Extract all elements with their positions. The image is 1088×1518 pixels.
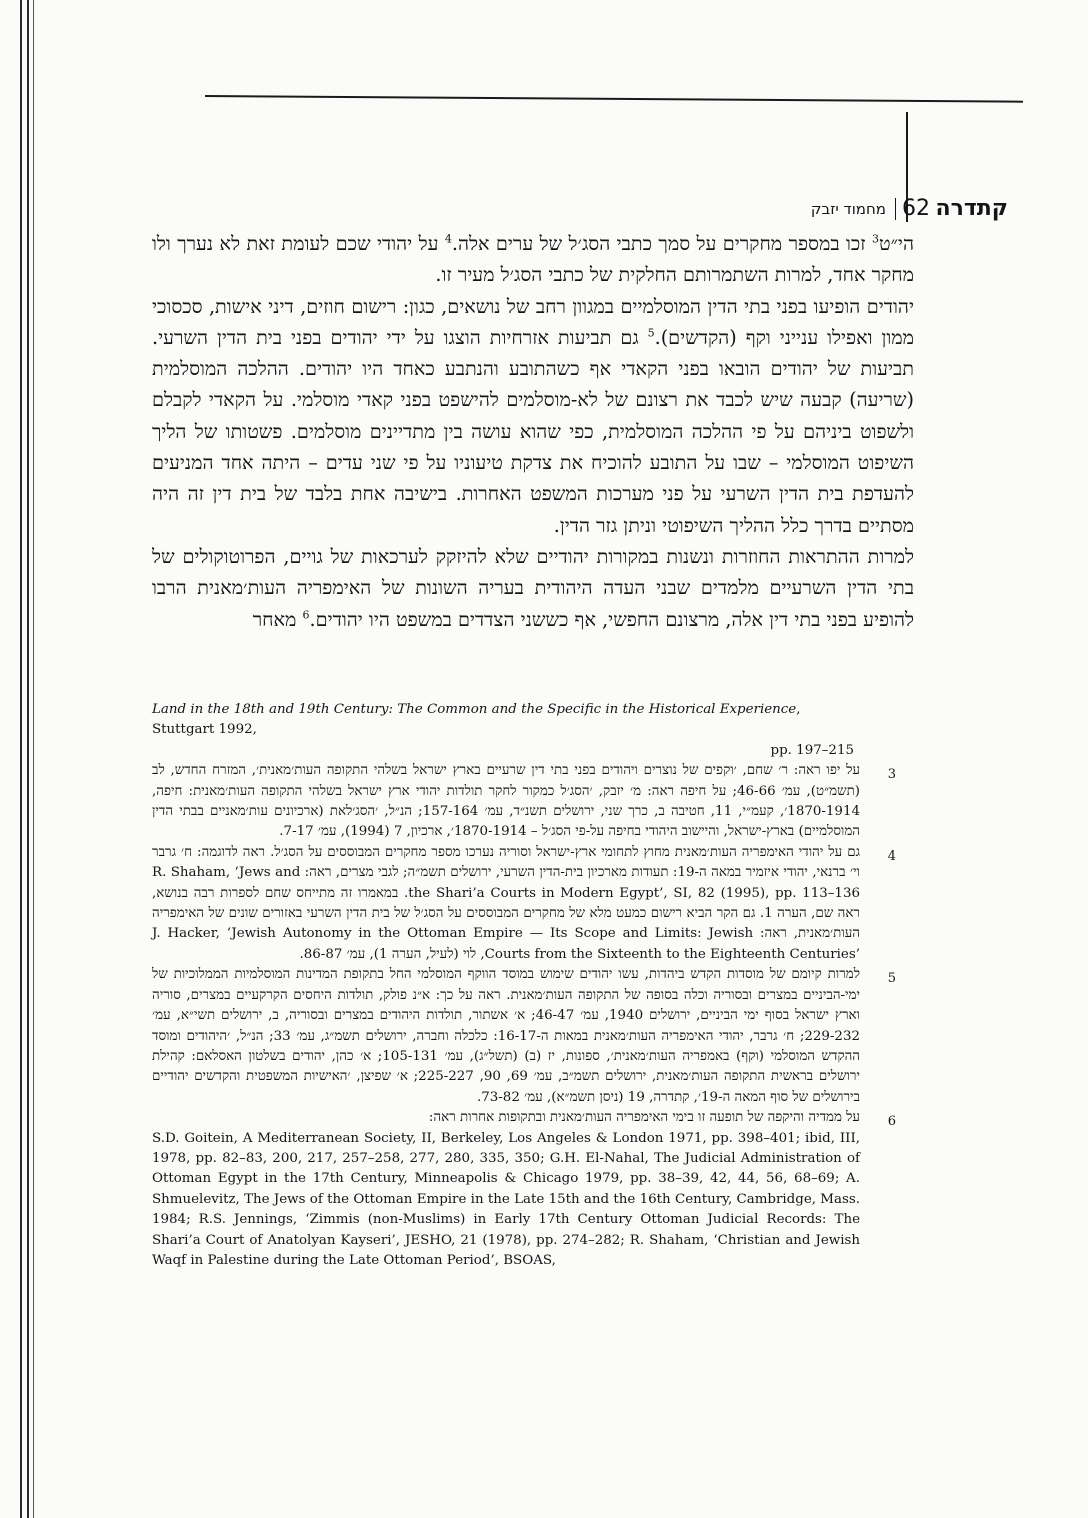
header-separator [895, 198, 897, 220]
footnote-number: 5 [887, 971, 896, 987]
footnotes [152, 700, 896, 1271]
header-rule [205, 95, 1023, 103]
footnote-ref[interactable]: 6 [302, 608, 310, 622]
footnote-continuation: Land in the 18th and 19th Century: The Common and the Specific in the Historical Experience, Stuttgart 1992, pp. 197–215 [152, 702, 854, 758]
scan-edge-line [27, 0, 29, 1518]
footnote-number: 6 [887, 1114, 896, 1130]
page-number: 62 [902, 196, 930, 221]
body-paragraph: הי״ט$^3$ זכו במספר מחקרים על סמך כתבי הסג׳ל של ערים אלה.$^4$ על יהודי שכם לעומת זאת לא נערך ולו מחקר אחד, למרות השתמרותם החלקית של כתבי הסג׳ל מעיר זו. [152, 232, 914, 287]
running-header [700, 196, 1008, 226]
main-text [152, 228, 914, 635]
footnote-ref[interactable]: 4 [444, 232, 452, 246]
journal-name: קתדרה [935, 196, 1008, 221]
footnote-number: 4 [887, 848, 896, 864]
footnote-3: 3 על יפו ראה: ר׳ שחם, ׳וקפים של נוצרים ויהודים בפני בתי דין שרעיים בארץ ישראל בשלהי התקופה העות׳מאנית׳, המזרח החדש, לב (תשמ״ט), עמ׳ 46-66; על חיפה ראה: מ׳ יזבק, ׳הסג׳ל כמקור לחקר תולדות יהודי ארץ ישראל בשלהי התקופה העות׳מאנית: חיפה, 1870-1914׳, קעמ״י, 11, חטיבה ב, כרך שני, ירושלים תשנ״ד, עמ׳ 157-164; הנ״ל, ׳הסג׳לאת (ארכיונים עות׳מאניים בבתי הדין המוסלמיים) בארץ-ישראל, והיישוב היהודי בחיפה על-פי הסג׳ל – 1870-1914׳, ארכיון, 7 (1994), עמ׳ 7-17. [152, 763, 896, 840]
scan-edge-line [20, 0, 22, 1518]
footnote-ref[interactable]: 3 [872, 232, 880, 246]
footnote-6: 6 על ממדיה והיקפה של תופעה זו בימי האימפריה העות׳מאנית ובתקופות אחרות ראה: S.D. Goitein, A Mediterranean Society, II, Berkeley, Los Angeles & London 1971, pp. 398–401; ibid, III, 1978, pp. 82–83, 200, 217, 257–258, 277, 280, 335, 350; G.H. El-Nahal, The Judicial Administration of Ottoman Egypt in the 17th Century, Minneapolis & Chicago 1979, pp. 38–39, 42, 44, 56, 68–69; A. Shmuelevitz, The Jews of the Ottoman Empire in the Late 15th and the 16th Century, Cambridge, Mass. 1984; R.S. Jennings, ‘Zimmis (non-Muslims) in Early 17th Century Ottoman Judicial Records: The Shari’a Court of Anatolyan Kayseri’, JESHO, 21 (1978), pp. 274–282; R. Shaham, ‘Christian and Jewish Waqf in Palestine during the Late Ottoman Period’, BSOAS, [152, 1110, 896, 1268]
body-paragraph: יהודים הופיעו בפני בתי הדין המוסלמיים במגוון רחב של נושאים, כגון: רישום חוזים, דיני אישות, סכסוכי ממון ואפילו ענייני וקף (הקדשים).$^5$ גם תביעות אזרחיות הוצגו על ידי יהודים בפני בית הדין השרעי. תביעות של יהודים הובאו בפני הקאדי אף כשהתובע והנתבע כאחד היו יהודים. ההלכה המוסלמית (שריעה) קבעה שיש לכבד את רצונם של לא-מוסלמים להישפט בפני קאדי מוסלמי. על הקאדי לקבלם ולשפוט ביניהם על פי ההלכה המוסלמית, כפי שהוא עושה בין מתדיינים מוסלמים. פשטותו של הליך השיפוט המוסלמי – שבו על התובע להוכיח את צדקת טיעוניו על פי שני עדים – היתה אחד המניעים להעדפת בית הדין השרעי על פני מערכות המשפט האחרות. בישיבה אחת בלבד של בית דין זה היה מסתיים בדרך כלל ההליך השיפוטי וניתן גזר הדין. [152, 294, 914, 537]
scan-edge-line [33, 0, 34, 1518]
footnote-ref[interactable]: 5 [647, 326, 655, 340]
author-name: מחמוד יזבק [810, 200, 886, 218]
footnote-number: 3 [887, 767, 896, 783]
footnote-4: 4 גם על יהודי האימפריה העות׳מאנית מחוץ לתחומי ארץ-ישראל וסוריה נערכו מספר מחקרים המבוססים על הסג׳ל. ראה לדוגמה: ח׳ גרבר וי׳ ברנאי, יהודי איזמיר במאה ה-19: תעודות מארכיון בית-הדין השרעי, ירושלים תשמ״ה; לגבי מצרים, ראה: R. Shaham, ‘Jews and the Shari’a Courts in Modern Egypt’, SI, 82 (1995), pp. 113–136. במאמרו זה מתייחס שחם לספרות רבה בנושא, ראה שם, הערה 1. גם הקר הביא רישום כמעט מלא של מחקרים המבוססים על הסג׳ל של בית הדין השרעי באזורים שונים של האימפריה העות׳מאנית, ראה: J. Hacker, ‘Jewish Autonomy in the Ottoman Empire — Its Scope and Limits: Jewish Courts from the Sixteenth to the Eighteenth Centuries’, לוי (לעיל, הערה 1), עמ׳ 86-87. [152, 844, 896, 962]
body-paragraph: למרות ההתראות החוזרות ונשנות במקורות יהודיים שלא להיזקק לערכאות של גויים, הפרוטוקולים של בתי הדין השרעיים מלמדים שבני העדה היהודית בעריה השונות של האימפריה העות׳מאנית הרבו להופיע בפני בתי דין אלה, מרצונם החפשי, אף כששני הצדדים במשפט היו יהודים.$^6$ מאחר [152, 544, 914, 631]
footnote-5: 5 למרות קיומם של מוסדות הקדש ביהדות, עשו יהודים שימוש במוסד הווקף המוסלמי החל בתקופת המדינות המוסלמיות הממלוכיות של ימי-הביניים במצרים ובסוריה וכלה בסופה של התקופה העות׳מאנית. ראה על כך: א״נ פולק, תולדות היחסים הקרקעיים במצרים, סוריה וארץ ישראל בסוף ימי הביניים, ירושלים 1940, עמ׳ 46-47; א׳ אשתור, תולדות היהודים במצרים ובסוריה, ב, ירושלים תשי״א, עמ׳ 229-232; ח׳ גרבר, יהודי האימפריה העות׳מאנית במאות ה-16-17: כלכלה וחברה, ירושלים תשמ״ג, עמ׳ 33; הנ״ל, ׳היהודים ומוסד ההקדש המוסלמי (וקף) באמפריה העות׳מאנית׳, ספונות, יז (ב) (תשל״ג), עמ׳ 105-131; א׳ כהן, יהודים בשלטון האסלאם: קהילת ירושלים בראשית התקופה העות׳מאנית, ירושלים תשמ״ב, עמ׳ 69, 90, 225-227; א׳ שפיצן, ׳האישיות המשפטית והקדשים יהודיים בירושלים של סוף המאה ה-19׳, קתדרה, 19 (ניסן תשמ״א), עמ׳ 73-82. [152, 967, 896, 1105]
